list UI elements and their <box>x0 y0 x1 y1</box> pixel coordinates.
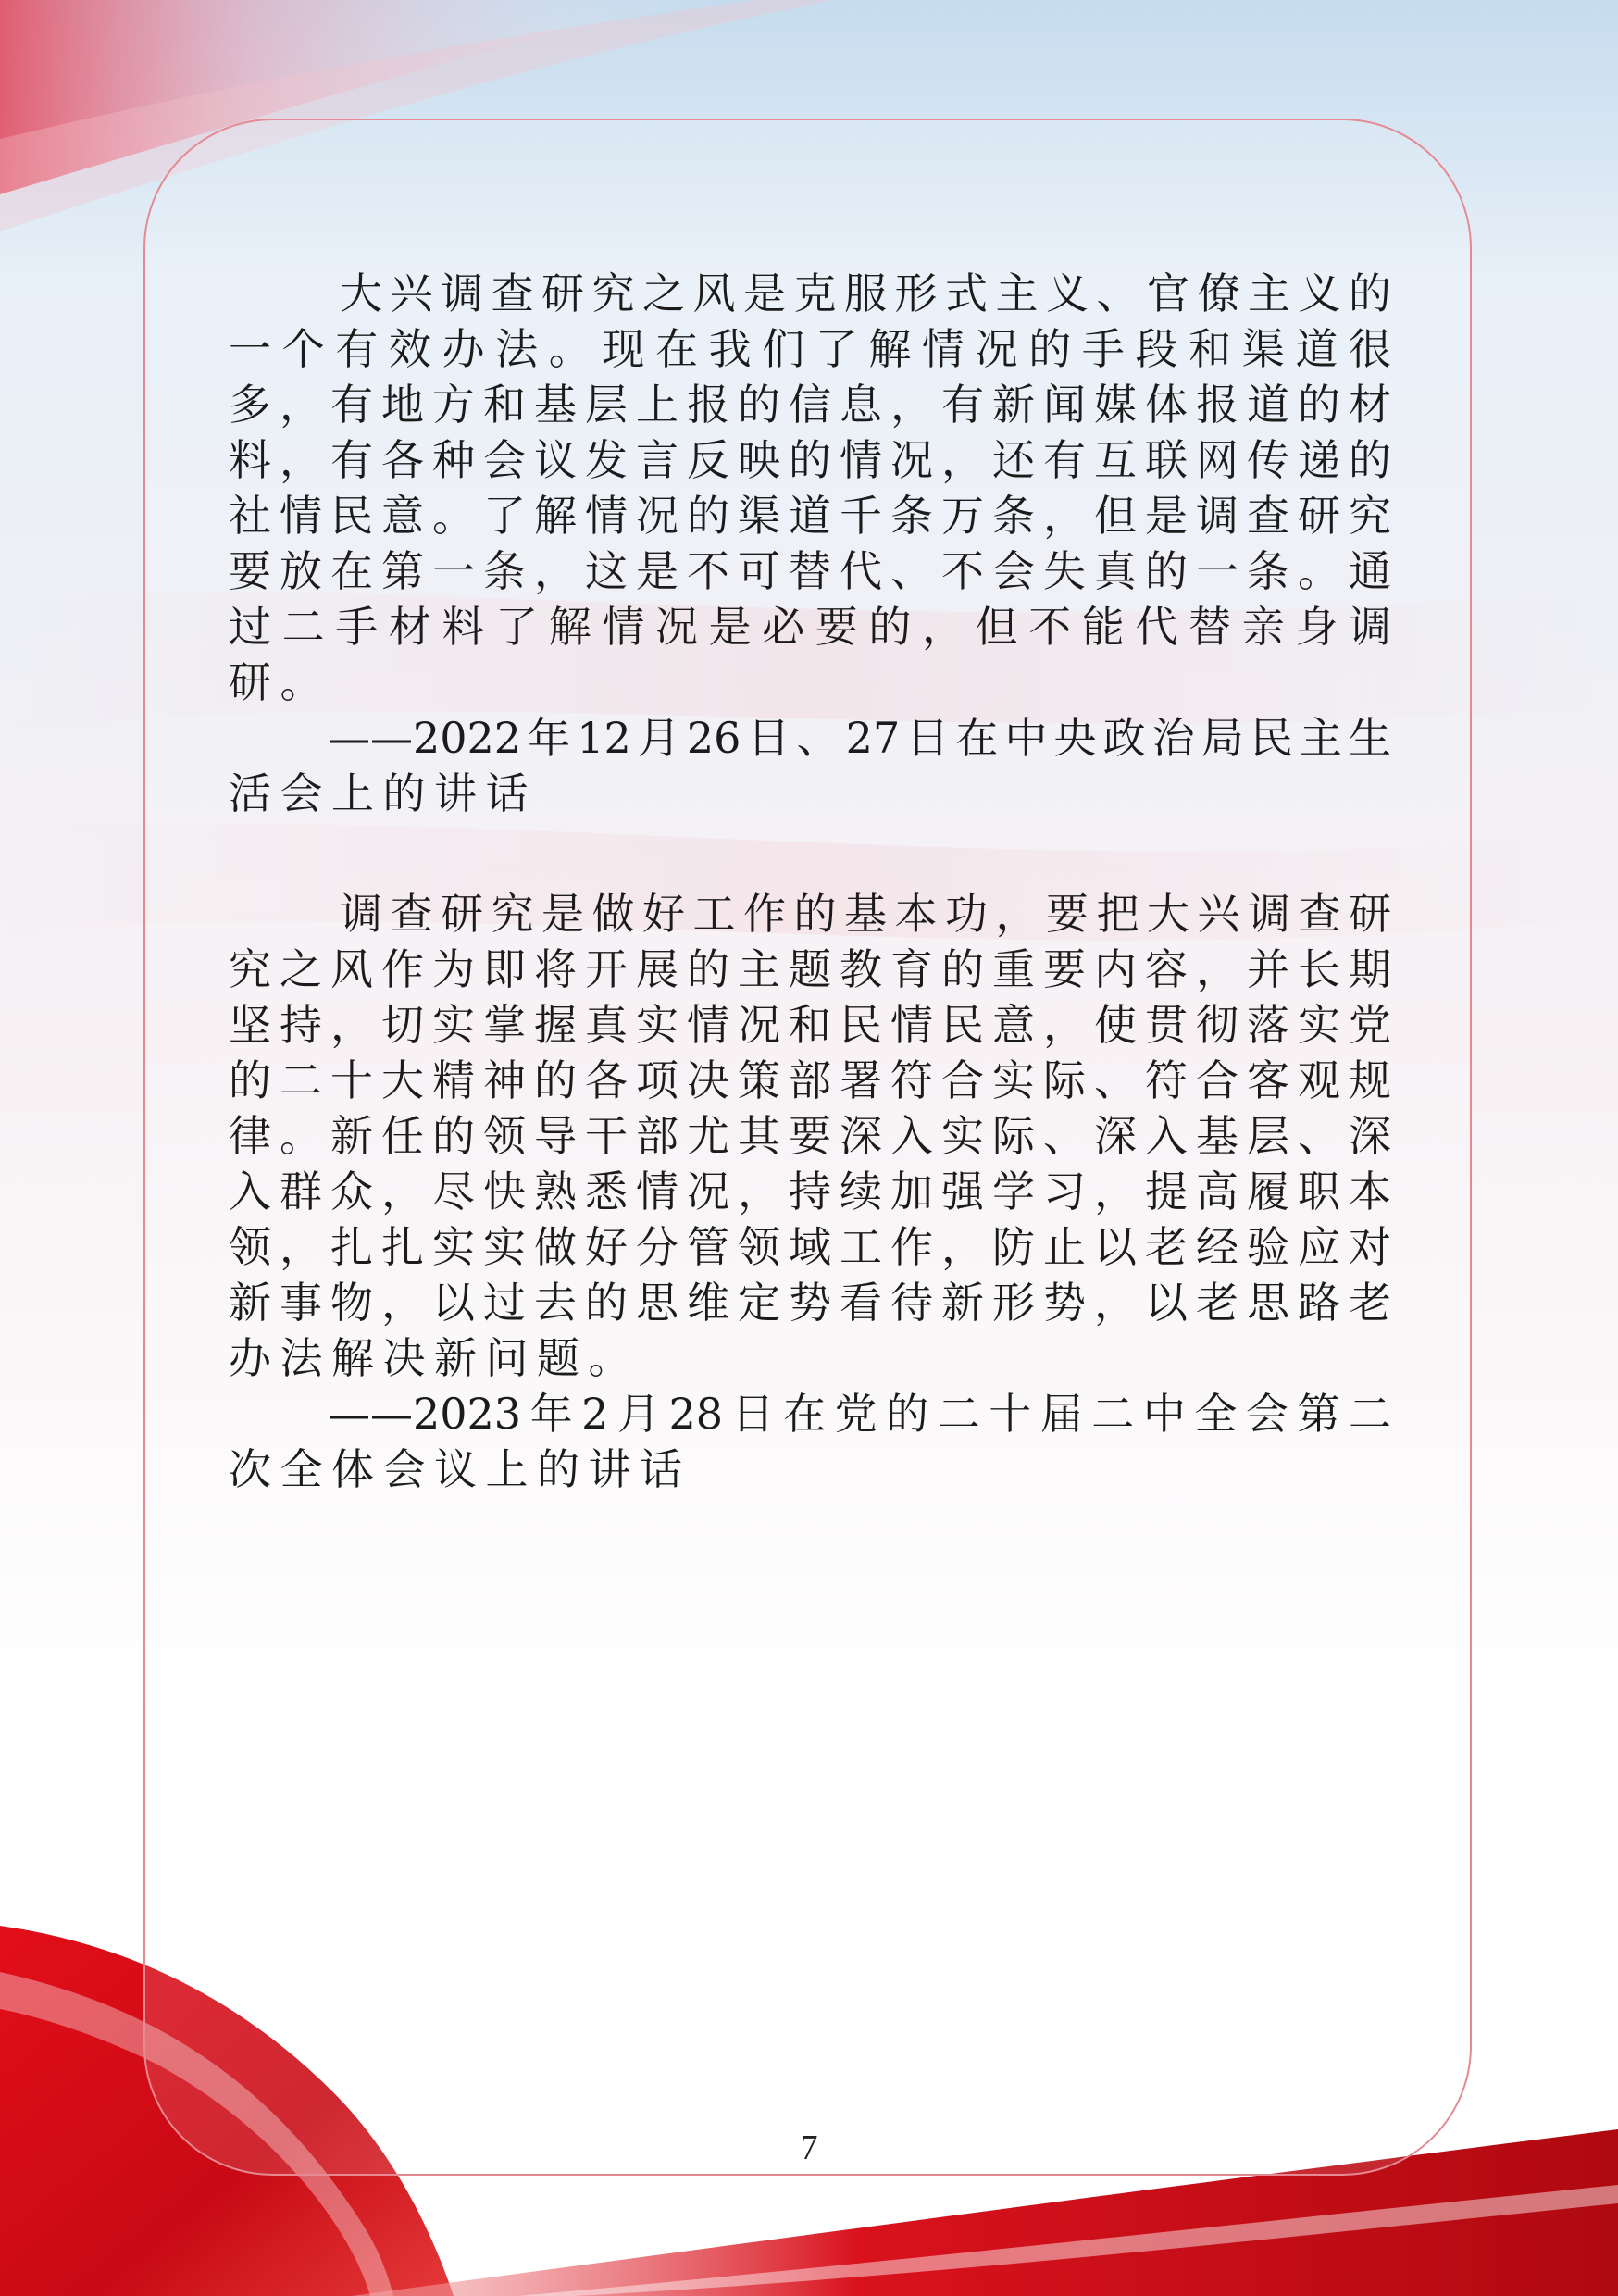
paragraph-line: 要放在第一条，这是不可替代、不会失真的一条。通 <box>229 546 1391 596</box>
paragraph-line: 社情民意。了解情况的渠道千条万条，但是调查研究 <box>229 491 1391 541</box>
paragraph-line: 过二手材料了解情况是必要的，但不能代替亲身调 <box>229 602 1391 652</box>
paragraph-line: 律。新任的领导干部尤其要深入实际、深入基层、深 <box>229 1111 1391 1161</box>
paragraph-line: 的二十大精神的各项决策部署符合实际、符合客观规 <box>229 1055 1391 1105</box>
paragraph-line: 研。 <box>229 657 331 707</box>
source-attribution: ——2022年12月26日、27日在中央政治局民主生 <box>328 713 1391 763</box>
source-attribution: ——2023年2月28日在党的二十届二中全会第二 <box>328 1389 1391 1439</box>
paragraph-line: 领，扎扎实实做好分管领域工作，防止以老经验应对 <box>229 1222 1391 1272</box>
paragraph-line: 多，有地方和基层上报的信息，有新闻媒体报道的材 <box>229 380 1391 430</box>
paragraph-line: 一个有效办法。现在我们了解情况的手段和渠道很 <box>229 324 1391 374</box>
source-attribution: 活会上的讲话 <box>229 768 537 818</box>
paragraph-line: 新事物，以过去的思维定势看待新形势，以老思路老 <box>229 1278 1391 1328</box>
paragraph-line: 调查研究是做好工作的基本功，要把大兴调查研 <box>340 889 1391 939</box>
paragraph-line: 坚持，切实掌握真实情况和民情民意，使贯彻落实党 <box>229 1000 1391 1050</box>
passage-1 <box>229 266 1391 821</box>
passage-2 <box>229 886 1391 1497</box>
page-number: 7 <box>800 2128 818 2167</box>
source-attribution: 次全体会议上的讲话 <box>229 1444 691 1494</box>
paragraph-line: 办法解决新问题。 <box>229 1333 640 1383</box>
paragraph-line: 究之风作为即将开展的主题教育的重要内容，并长期 <box>229 944 1391 994</box>
paragraph-line: 入群众，尽快熟悉情况，持续加强学习，提高履职本 <box>229 1167 1391 1217</box>
paragraph-line: 大兴调查研究之风是克服形式主义、官僚主义的 <box>340 268 1391 318</box>
paragraph-line: 料，有各种会议发言反映的情况，还有互联网传递的 <box>229 435 1391 485</box>
